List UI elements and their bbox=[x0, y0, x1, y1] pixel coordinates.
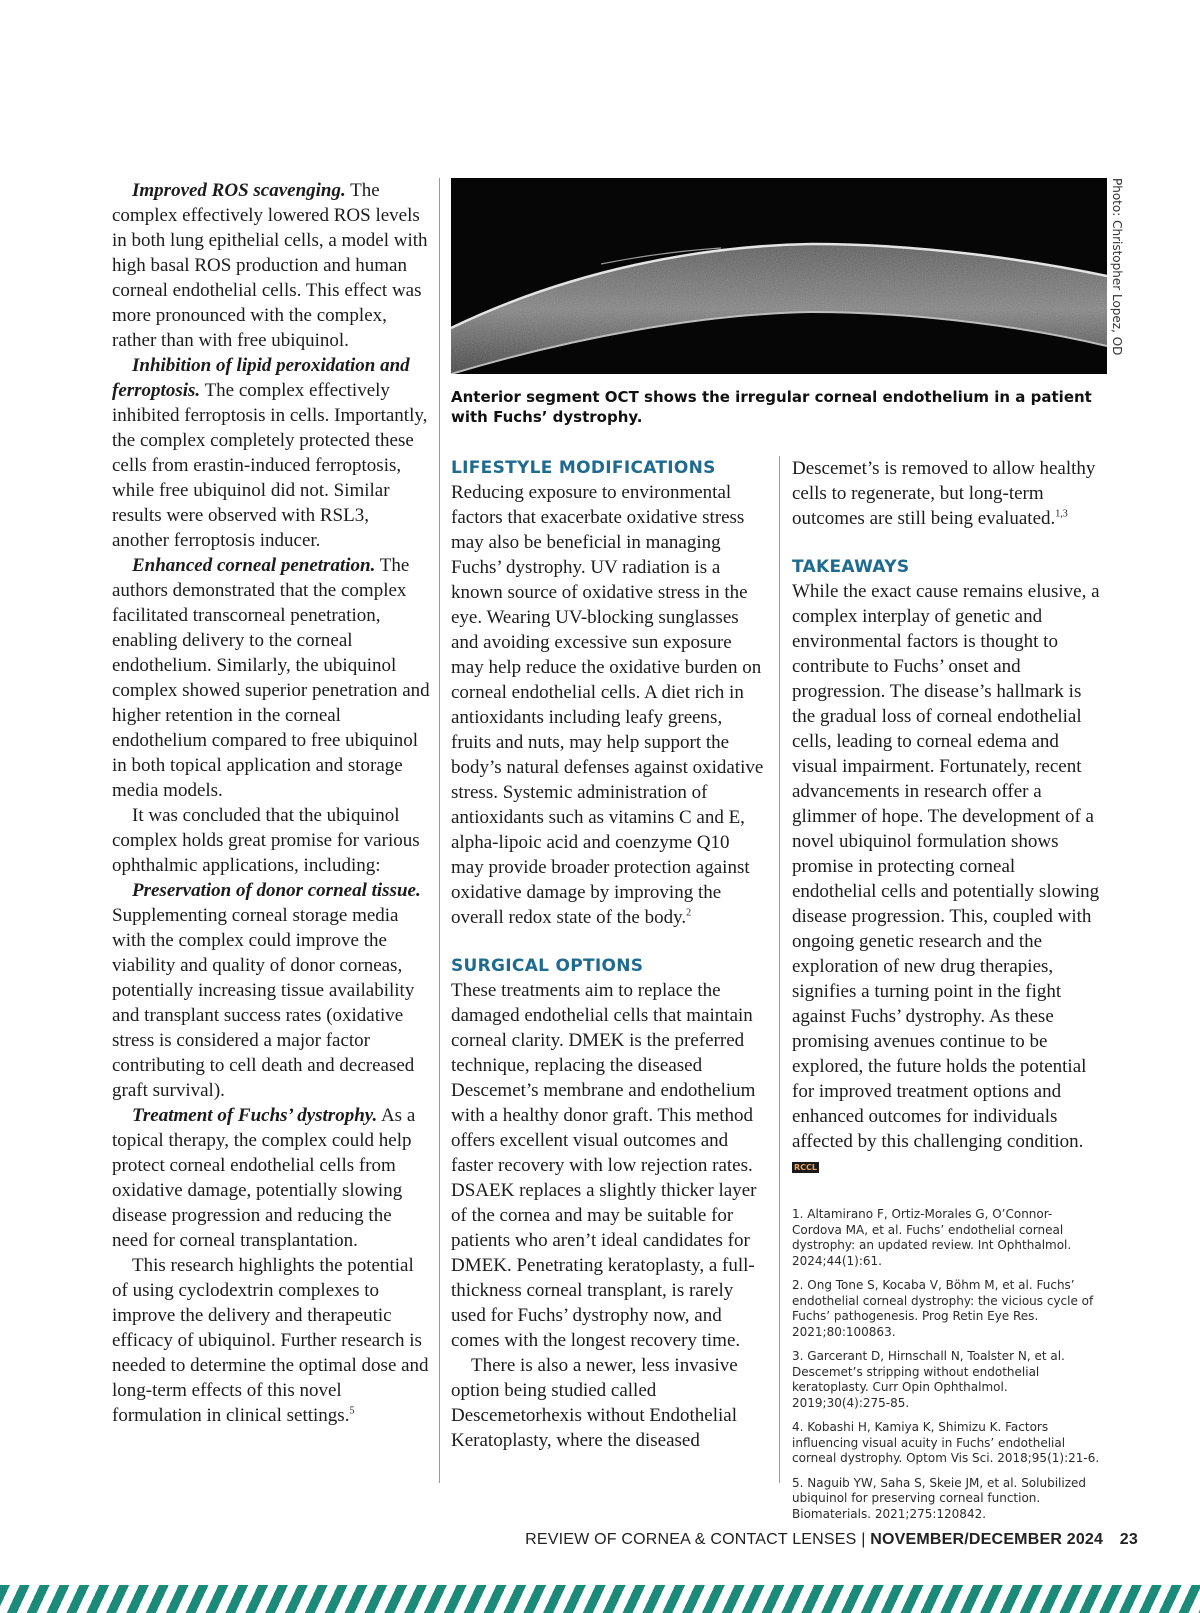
oct-scan-graphic bbox=[451, 178, 1107, 374]
middle-column bbox=[451, 456, 766, 1453]
reference-item: 2. Ong Tone S, Kocaba V, Böhm M, et al. Fuchs’ endothelial corneal dystrophy: the vicious cycle of Fuchs’ pathogenesis. Prog Retin Eye Res. 2021;80:100863. bbox=[792, 1278, 1094, 1339]
reference-item: 5. Naguib YW, Saha S, Skeie JM, et al. Solubilized ubiquinol for preserving corneal function. Biomaterials. 2021;275:120842. bbox=[792, 1475, 1087, 1521]
issue-date: NOVEMBER/DECEMBER 2024 bbox=[870, 1531, 1104, 1548]
paragraph-lead: Enhanced corneal penetration. bbox=[132, 555, 376, 576]
paragraph-treatment bbox=[112, 1103, 430, 1253]
paragraph-text: Supplementing corneal storage media with the complex could improve the viability and quality of donor corneas, potentially increasing tissue availability and transplant success rates (oxidative stress is considered a major factor contributing to cell death and decreased graft survival). bbox=[112, 905, 415, 1101]
oct-image bbox=[451, 178, 1107, 374]
paragraph-continued bbox=[792, 456, 1102, 531]
right-column bbox=[792, 456, 1102, 1531]
page-footer bbox=[525, 1531, 1138, 1549]
figure-caption: Anterior segment OCT shows the irregular corneal endothelium in a patient with Fuchs’ dystrophy. bbox=[451, 388, 1092, 426]
paragraph-lead: Improved ROS scavenging. bbox=[132, 180, 346, 201]
paragraph-donor-tissue bbox=[112, 878, 430, 1103]
paragraph-text: Reducing exposure to environmental factors that exacerbate oxidative stress may also be beneficial in managing Fuchs’ dystrophy. UV radiation is a known source of oxidative stress in the eye. Wearing UV-blocking sunglasses and avoiding excessive sun exposure may help reduce the oxidative burden on corneal endothelial cells. A diet rich in antioxidants including leafy greens, fruits and nuts, may help support the body’s natural defenses against oxidative stress. Systemic administration of antioxidants such as vitamins C and E, alpha-lipoic acid and coenzyme Q10 may provide broader protection against oxidative damage by improving the overall redox state of the body. bbox=[451, 482, 764, 928]
paragraph-text: The complex effectively lowered ROS levels in both lung epithelial cells, a model with high basal ROS production and human corneal endothelial cells. This effect was more pronounced with the complex, rather than with free ubiquinol. bbox=[112, 180, 428, 351]
section-heading-takeaways: TAKEAWAYS bbox=[792, 557, 910, 577]
page-number: 23 bbox=[1119, 1531, 1138, 1548]
photo-credit: Photo: Christopher Lopez, OD bbox=[1110, 178, 1124, 356]
reference-list bbox=[792, 1207, 1102, 1522]
publication-name: REVIEW OF CORNEA & CONTACT LENSES bbox=[525, 1531, 857, 1548]
paragraph-ferroptosis bbox=[112, 353, 430, 553]
reference-item: 3. Garcerant D, Hirnschall N, Toalster N, et al. Descemet’s stripping without endothelial keratoplasty. Curr Opin Ophthalmol. 2019;30(4):275-85. bbox=[792, 1349, 1065, 1410]
paragraph-ros bbox=[112, 178, 430, 353]
reference-item: 4. Kobashi H, Kamiya K, Shimizu K. Factors influencing visual acuity in Fuchs’ endothelial corneal dystrophy. Optom Vis Sci. 2018;95(1):21-6. bbox=[792, 1420, 1100, 1465]
paragraph-lifestyle bbox=[451, 480, 766, 930]
decorative-stripe-band bbox=[0, 1585, 1200, 1613]
end-of-article-logo: RCCL bbox=[794, 1163, 817, 1173]
paragraph-takeaways bbox=[792, 579, 1102, 1179]
paragraph-conclusion: It was concluded that the ubiquinol complex holds great promise for various ophthalmic applications, including: bbox=[112, 805, 420, 876]
paragraph-text: Descemet’s is removed to allow healthy cells to regenerate, but long-term outcomes are still being evaluated. bbox=[792, 458, 1096, 529]
left-column bbox=[112, 178, 430, 1428]
section-heading-surgical: SURGICAL OPTIONS bbox=[451, 956, 644, 976]
paragraph-surgical: These treatments aim to replace the damaged endothelial cells that maintain corneal clarity. DMEK is the preferred technique, replacing the diseased Descemet’s membrane and endothelium with a healthy donor graft. This method offers excellent visual outcomes and faster recovery with low rejection rates. DSAEK replaces a slightly thicker layer of the cornea and may be suitable for patients who aren’t ideal candidates for DMEK. Penetrating keratoplasty, a full-thickness corneal transplant, is rarely used for Fuchs’ dystrophy now, and comes with the longest recovery time. bbox=[451, 980, 757, 1351]
paragraph-text: The complex effectively inhibited ferroptosis in cells. Importantly, the complex completely protected these cells from erastin-induced ferroptosis, while free ubiquinol did not. Similar results were observed with RSL3, another ferroptosis inducer. bbox=[112, 380, 428, 551]
paragraph-lead: Preservation of donor corneal tissue. bbox=[132, 880, 421, 901]
paragraph-text: As a topical therapy, the complex could help protect corneal endothelial cells from oxidative damage, potentially slowing disease progression and reducing the need for corneal transplantation. bbox=[112, 1105, 416, 1251]
paragraph-text: While the exact cause remains elusive, a complex interplay of genetic and environmental factors is thought to contribute to Fuchs’ onset and progression. The disease’s hallmark is the gradual loss of corneal endothelial cells, leading to corneal edema and visual impairment. Fortunately, recent advancements in research offer a glimmer of hope. The development of a novel ubiquinol formulation shows promise in protecting corneal endothelial cells and potentially slowing disease progression. This, coupled with ongoing genetic research and the exploration of new drug therapies, signifies a turning point in the fight against Fuchs’ dystrophy. As these promising avenues continue to be explored, the future holds the potential for improved treatment options and enhanced outcomes for individuals affected by this challenging condition. bbox=[792, 581, 1100, 1152]
footer-separator: | bbox=[861, 1531, 866, 1548]
section-heading-lifestyle: LIFESTYLE MODIFICATIONS bbox=[451, 458, 716, 478]
paragraph-text: This research highlights the potential of using cyclodextrin complexes to improve the delivery and therapeutic efficacy of ubiquinol. Further research is needed to determine the optimal dose and long-term effects of this novel formulation in clinical settings. bbox=[112, 1255, 429, 1426]
paragraph-penetration bbox=[112, 553, 430, 803]
column-rule-right bbox=[779, 456, 780, 1483]
column-rule-left bbox=[439, 178, 440, 1483]
paragraph-lead: Inhibition of lipid peroxidation and ferroptosis. bbox=[112, 355, 410, 401]
reference-item: 1. Altamirano F, Ortiz-Morales G, O’Connor-Cordova MA, et al. Fuchs’ endothelial corneal dystrophy: an updated review. Int Ophthalmol. 2024;44(1):61. bbox=[792, 1207, 1072, 1268]
paragraph-dwek: There is also a newer, less invasive option being studied called Descemetorhexis without Endothelial Keratoplasty, where the diseased bbox=[451, 1355, 738, 1451]
citation-superscript: 5 bbox=[349, 1405, 355, 1417]
citation-superscript: 1,3 bbox=[1055, 508, 1068, 520]
citation-superscript: 2 bbox=[686, 907, 692, 919]
paragraph-highlights bbox=[112, 1253, 430, 1428]
paragraph-text: The authors demonstrated that the complex facilitated transcorneal penetration, enabling delivery to the corneal endothelium. Similarly, the ubiquinol complex showed superior penetration and higher retention in the corneal endothelium compared to free ubiquinol in both topical application and storage media models. bbox=[112, 555, 430, 801]
paragraph-lead: Treatment of Fuchs’ dystrophy. bbox=[132, 1105, 378, 1126]
